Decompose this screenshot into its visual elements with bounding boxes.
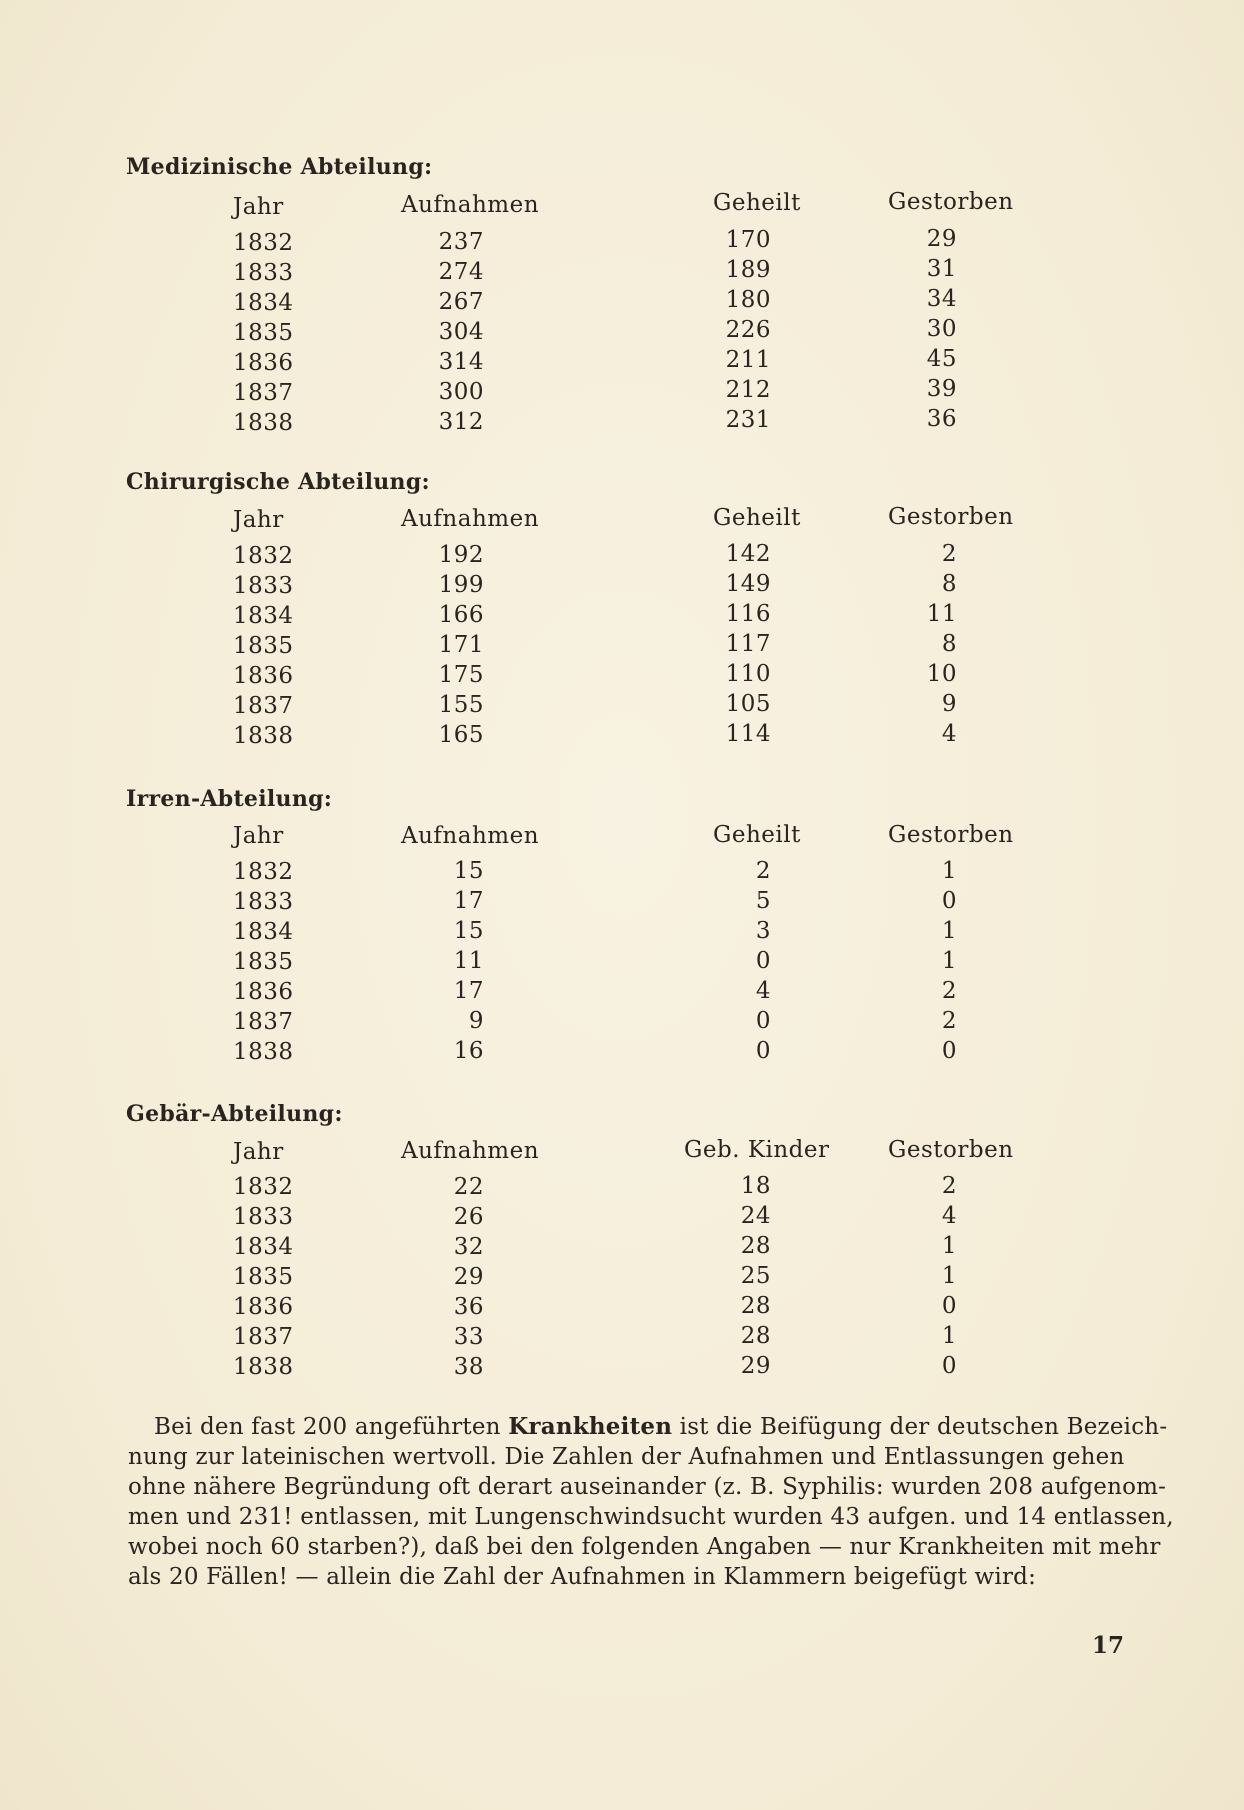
header-gestorben: Gestorben: [888, 504, 1014, 530]
cell-year: 1833: [233, 573, 294, 599]
cell-geheilt: 0: [755, 1038, 771, 1064]
cell-gestorben: 2: [941, 1008, 957, 1034]
header-geheilt: Geheilt: [713, 505, 801, 531]
cell-year: 1833: [233, 1204, 294, 1230]
cell-gestorben: 39: [926, 376, 957, 402]
cell-gestorben: 1: [941, 948, 957, 974]
cell-gestorben: 1: [941, 1233, 957, 1259]
cell-geb-kinder: 28: [740, 1293, 771, 1319]
cell-aufnahmen: 9: [468, 1008, 484, 1034]
cell-geheilt: 114: [725, 721, 771, 747]
cell-aufnahmen: 155: [438, 692, 484, 718]
cell-gestorben: 1: [941, 1323, 957, 1349]
cell-aufnahmen: 17: [453, 888, 484, 914]
page-number: 17: [1092, 1632, 1125, 1659]
cell-geheilt: 189: [725, 257, 771, 283]
cell-gestorben: 45: [926, 346, 957, 372]
cell-year: 1836: [233, 979, 294, 1005]
cell-aufnahmen: 36: [453, 1294, 484, 1320]
cell-year: 1833: [233, 260, 294, 286]
section-title: Medizinische Abteilung:: [126, 154, 433, 180]
cell-aufnahmen: 16: [453, 1038, 484, 1064]
header-jahr: Jahr: [233, 823, 284, 849]
cell-geheilt: 149: [725, 571, 771, 597]
cell-year: 1832: [233, 859, 294, 885]
cell-aufnahmen: 38: [453, 1354, 484, 1380]
cell-aufnahmen: 29: [453, 1264, 484, 1290]
cell-geheilt: 116: [725, 601, 771, 627]
cell-geheilt: 5: [755, 888, 771, 914]
cell-aufnahmen: 237: [438, 229, 484, 255]
cell-aufnahmen: 312: [438, 409, 484, 435]
header-aufnahmen: Aufnahmen: [401, 823, 540, 849]
cell-gestorben: 0: [941, 1038, 957, 1064]
cell-geb-kinder: 18: [740, 1173, 771, 1199]
paragraph-line: wobei noch 60 starben?), daß bei den folgenden Angaben — nur Krankheiten mit mehr: [128, 1534, 1161, 1560]
cell-year: 1835: [233, 320, 294, 346]
header-jahr: Jahr: [233, 507, 284, 533]
cell-gestorben: 0: [941, 888, 957, 914]
paragraph-text: Bei den fast 200 angeführten: [154, 1414, 509, 1440]
cell-aufnahmen: 171: [438, 632, 484, 658]
cell-gestorben: 11: [926, 601, 957, 627]
header-gestorben: Gestorben: [888, 1137, 1014, 1163]
cell-aufnahmen: 165: [438, 722, 484, 748]
cell-geb-kinder: 24: [740, 1203, 771, 1229]
paragraph-line: [128, 1412, 1168, 1442]
cell-year: 1837: [233, 1009, 294, 1035]
cell-year: 1838: [233, 410, 294, 436]
cell-gestorben: 0: [941, 1353, 957, 1379]
cell-gestorben: 1: [941, 1263, 957, 1289]
cell-year: 1837: [233, 693, 294, 719]
cell-geb-kinder: 28: [740, 1323, 771, 1349]
cell-gestorben: 2: [941, 978, 957, 1004]
cell-aufnahmen: 22: [453, 1174, 484, 1200]
cell-geheilt: 4: [755, 978, 771, 1004]
paragraph-text: ist die Beifügung der deutschen Bezeich-: [672, 1414, 1168, 1440]
cell-gestorben: 31: [926, 256, 957, 282]
paragraph-line: ohne nähere Begründung oft derart auseinander (z. B. Syphilis: wurden 208 aufgenom-: [128, 1474, 1167, 1500]
cell-geheilt: 117: [725, 631, 771, 657]
header-gestorben: Gestorben: [888, 189, 1014, 215]
cell-year: 1834: [233, 1234, 294, 1260]
header-aufnahmen: Aufnahmen: [401, 506, 540, 532]
cell-gestorben: 0: [941, 1293, 957, 1319]
cell-geheilt: 105: [725, 691, 771, 717]
cell-aufnahmen: 11: [453, 948, 484, 974]
cell-aufnahmen: 15: [453, 858, 484, 884]
cell-geb-kinder: 28: [740, 1233, 771, 1259]
cell-aufnahmen: 300: [438, 379, 484, 405]
cell-year: 1835: [233, 949, 294, 975]
cell-geheilt: 0: [755, 948, 771, 974]
cell-year: 1833: [233, 889, 294, 915]
header-geheilt: Geheilt: [713, 822, 801, 848]
cell-year: 1834: [233, 603, 294, 629]
cell-geheilt: 110: [725, 661, 771, 687]
cell-year: 1838: [233, 1039, 294, 1065]
cell-aufnahmen: 166: [438, 602, 484, 628]
cell-gestorben: 30: [926, 316, 957, 342]
cell-gestorben: 8: [941, 631, 957, 657]
cell-geheilt: 142: [725, 541, 771, 567]
cell-year: 1835: [233, 633, 294, 659]
cell-year: 1834: [233, 919, 294, 945]
cell-gestorben: 36: [926, 406, 957, 432]
cell-aufnahmen: 274: [438, 259, 484, 285]
cell-year: 1834: [233, 290, 294, 316]
header-jahr: Jahr: [233, 1139, 284, 1165]
paragraph-line: men und 231! entlassen, mit Lungenschwindsucht wurden 43 aufgen. und 14 entlassen,: [128, 1504, 1174, 1530]
cell-aufnahmen: 304: [438, 319, 484, 345]
cell-year: 1836: [233, 663, 294, 689]
cell-geheilt: 2: [755, 858, 771, 884]
paragraph-line: nung zur lateinischen wertvoll. Die Zahlen der Aufnahmen und Entlassungen gehen: [128, 1444, 1125, 1470]
cell-gestorben: 8: [941, 571, 957, 597]
cell-aufnahmen: 17: [453, 978, 484, 1004]
cell-geheilt: 170: [725, 227, 771, 253]
cell-aufnahmen: 15: [453, 918, 484, 944]
cell-gestorben: 9: [941, 691, 957, 717]
cell-year: 1837: [233, 380, 294, 406]
cell-aufnahmen: 32: [453, 1234, 484, 1260]
cell-aufnahmen: 175: [438, 662, 484, 688]
cell-geb-kinder: 29: [740, 1353, 771, 1379]
header-geheilt: Geheilt: [713, 190, 801, 216]
cell-gestorben: 1: [941, 858, 957, 884]
section-title: Irren-Abteilung:: [126, 786, 333, 812]
cell-year: 1837: [233, 1324, 294, 1350]
cell-year: 1836: [233, 1294, 294, 1320]
cell-year: 1836: [233, 350, 294, 376]
header-jahr: Jahr: [233, 194, 284, 220]
cell-year: 1832: [233, 543, 294, 569]
cell-gestorben: 2: [941, 541, 957, 567]
cell-geheilt: 0: [755, 1008, 771, 1034]
cell-gestorben: 1: [941, 918, 957, 944]
cell-gestorben: 2: [941, 1173, 957, 1199]
cell-year: 1838: [233, 723, 294, 749]
section-title: Chirurgische Abteilung:: [126, 469, 430, 495]
cell-gestorben: 29: [926, 226, 957, 252]
cell-gestorben: 34: [926, 286, 957, 312]
cell-year: 1832: [233, 230, 294, 256]
cell-geheilt: 3: [755, 918, 771, 944]
cell-year: 1832: [233, 1174, 294, 1200]
cell-aufnahmen: 33: [453, 1324, 484, 1350]
cell-gestorben: 10: [926, 661, 957, 687]
header-aufnahmen: Aufnahmen: [401, 192, 540, 218]
cell-aufnahmen: 199: [438, 572, 484, 598]
header-aufnahmen: Aufnahmen: [401, 1138, 540, 1164]
header-gestorben: Gestorben: [888, 822, 1014, 848]
cell-aufnahmen: 267: [438, 289, 484, 315]
cell-geb-kinder: 25: [740, 1263, 771, 1289]
cell-aufnahmen: 314: [438, 349, 484, 375]
cell-geheilt: 226: [725, 317, 771, 343]
cell-year: 1835: [233, 1264, 294, 1290]
cell-geheilt: 212: [725, 377, 771, 403]
cell-year: 1838: [233, 1354, 294, 1380]
cell-aufnahmen: 192: [438, 542, 484, 568]
cell-gestorben: 4: [941, 721, 957, 747]
cell-aufnahmen: 26: [453, 1204, 484, 1230]
cell-geheilt: 211: [725, 347, 771, 373]
cell-geheilt: 231: [725, 407, 771, 433]
emphasis-krankheiten: Krankheiten: [508, 1413, 673, 1440]
cell-geheilt: 180: [725, 287, 771, 313]
body-paragraph: [128, 1412, 1174, 1592]
cell-gestorben: 4: [941, 1203, 957, 1229]
section-title: Gebär-Abteilung:: [126, 1101, 343, 1127]
header-geb-kinder: Geb. Kinder: [684, 1137, 830, 1163]
paragraph-line: als 20 Fällen! — allein die Zahl der Aufnahmen in Klammern beigefügt wird:: [128, 1564, 1037, 1590]
